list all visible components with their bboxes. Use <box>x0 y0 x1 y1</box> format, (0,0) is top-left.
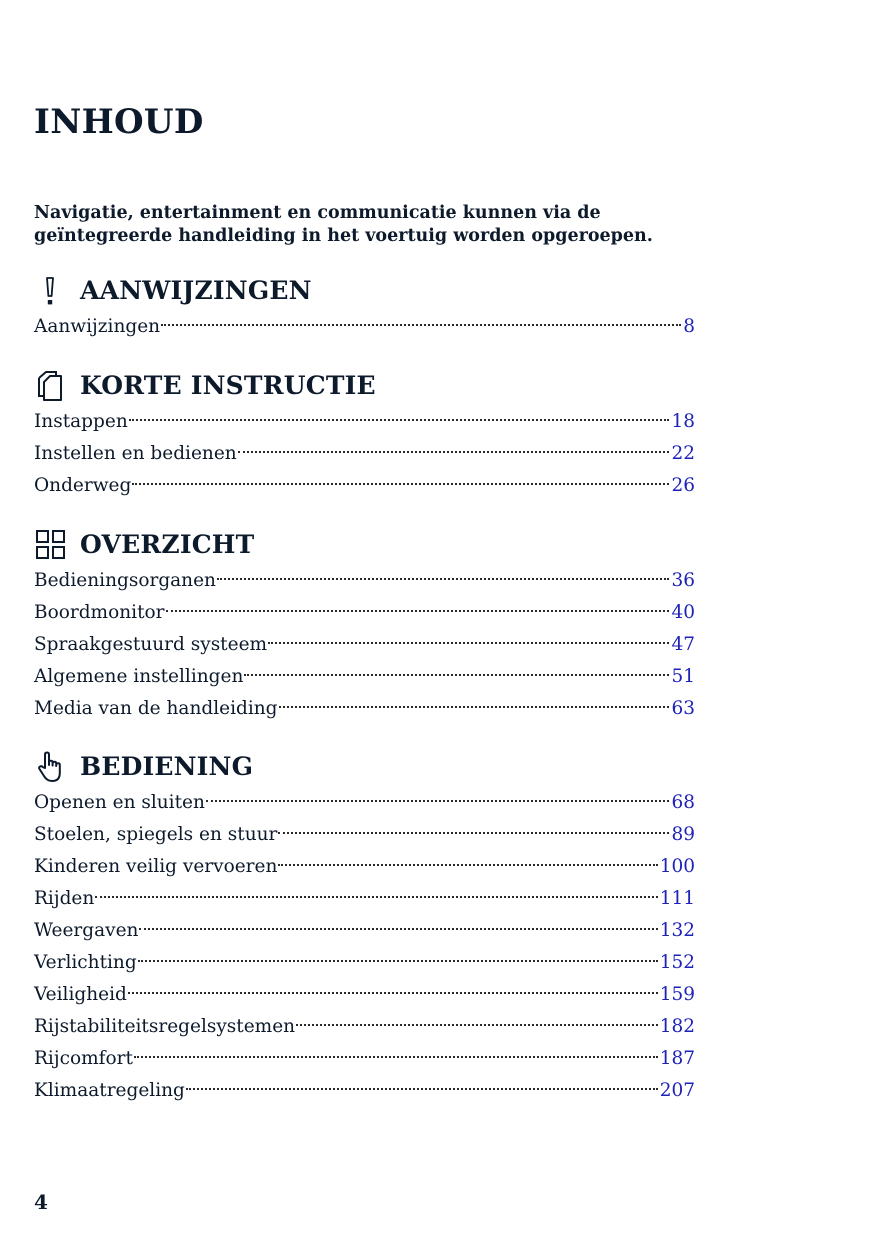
entry-page-link[interactable]: 40 <box>671 602 695 623</box>
toc-entry-onderweg[interactable] <box>34 470 695 502</box>
entry-label: Aanwijzingen <box>34 316 161 337</box>
section-overzicht <box>34 525 695 725</box>
entry-page-link[interactable]: 89 <box>671 824 695 845</box>
page-title: INHOUD <box>34 102 204 142</box>
entry-label: Media van de handleiding <box>34 698 278 719</box>
dot-leader <box>128 992 658 994</box>
dot-leader <box>244 674 669 676</box>
toc-entry-verlichting[interactable] <box>34 947 695 979</box>
entry-page-link[interactable]: 111 <box>659 888 695 909</box>
entry-page-link[interactable]: 132 <box>659 920 695 941</box>
toc-entry-rijstabiliteitsregelsystemen[interactable] <box>34 1011 695 1043</box>
entry-page-link[interactable]: 51 <box>671 666 695 687</box>
toc-entry-weergaven[interactable] <box>34 915 695 947</box>
toc-entry-bedieningsorganen[interactable] <box>34 565 695 597</box>
entry-label: Boordmonitor <box>34 602 165 623</box>
entry-label: Instappen <box>34 411 128 432</box>
entry-page-link[interactable]: 26 <box>671 475 695 496</box>
entry-label: Rijden <box>34 888 95 909</box>
dot-leader <box>139 928 657 930</box>
dot-leader <box>296 1024 658 1026</box>
section-heading <box>34 525 695 565</box>
intro-text: Navigatie, entertainment en communicatie kunnen via de geïntegreerde handleiding in het voertuig worden opgeroepen. <box>34 203 653 246</box>
entry-label: Openen en sluiten <box>34 792 205 813</box>
dot-leader <box>268 642 669 644</box>
entry-page-link[interactable]: 68 <box>671 792 695 813</box>
toc-entry-klimaatregeling[interactable] <box>34 1075 695 1107</box>
entry-page-link[interactable]: 47 <box>671 634 695 655</box>
toc-entry-instappen[interactable] <box>34 406 695 438</box>
entry-label: Kinderen veilig vervoeren <box>34 856 278 877</box>
section-title: BEDIENING <box>80 752 254 781</box>
entry-label: Veiligheid <box>34 984 127 1005</box>
entry-page-link[interactable]: 159 <box>659 984 695 1005</box>
entry-page-link[interactable]: 22 <box>671 443 695 464</box>
section-heading <box>34 271 695 311</box>
toc-entry-instellen-en-bedienen[interactable] <box>34 438 695 470</box>
entry-page-link[interactable]: 8 <box>683 316 695 337</box>
dot-leader <box>278 832 669 834</box>
grid-icon <box>34 528 68 562</box>
dot-leader <box>134 1056 658 1058</box>
entry-label: Rijcomfort <box>34 1048 133 1069</box>
section-bediening <box>34 747 695 1107</box>
entry-label: Bedieningsorganen <box>34 570 216 591</box>
page-number: 4 <box>34 1190 48 1214</box>
toc-entry-kinderen-veilig-vervoeren[interactable] <box>34 851 695 883</box>
dot-leader <box>161 324 681 326</box>
toc-entry-veiligheid[interactable] <box>34 979 695 1011</box>
section-heading <box>34 747 695 787</box>
dot-leader <box>217 578 669 580</box>
section-aanwijzingen <box>34 271 695 343</box>
dot-leader <box>238 451 670 453</box>
toc-entry-rijcomfort[interactable] <box>34 1043 695 1075</box>
toc-entry-openen-en-sluiten[interactable] <box>34 787 695 819</box>
dot-leader <box>132 483 669 485</box>
section-heading <box>34 366 695 406</box>
toc-entry-aanwijzingen[interactable] <box>34 311 695 343</box>
exclamation-icon <box>34 274 68 308</box>
entry-page-link[interactable]: 182 <box>659 1016 695 1037</box>
section-korte-instructie <box>34 366 695 502</box>
toc-entry-media-van-de-handleiding[interactable] <box>34 693 695 725</box>
entry-label: Klimaatregeling <box>34 1080 185 1101</box>
section-title: KORTE INSTRUCTIE <box>80 371 376 400</box>
dot-leader <box>95 896 657 898</box>
dot-leader <box>186 1088 658 1090</box>
entry-page-link[interactable]: 18 <box>671 411 695 432</box>
dot-leader <box>129 419 670 421</box>
toc-entry-stoelen-spiegels-en-stuur[interactable] <box>34 819 695 851</box>
entry-label: Algemene instellingen <box>34 666 244 687</box>
toc-entry-spraakgestuurd-systeem[interactable] <box>34 629 695 661</box>
toc-entry-rijden[interactable] <box>34 883 695 915</box>
dot-leader <box>166 610 670 612</box>
entry-label: Spraakgestuurd systeem <box>34 634 268 655</box>
dot-leader <box>279 706 670 708</box>
entry-page-link[interactable]: 36 <box>671 570 695 591</box>
entry-page-link[interactable]: 100 <box>659 856 695 877</box>
section-title: AANWIJZINGEN <box>80 276 312 305</box>
dot-leader <box>278 864 657 866</box>
entry-label: Instellen en bedienen <box>34 443 237 464</box>
entry-label: Rijstabiliteitsregelsystemen <box>34 1016 296 1037</box>
entry-page-link[interactable]: 207 <box>659 1080 695 1101</box>
hand-pointer-icon <box>34 750 68 784</box>
toc-entry-algemene-instellingen[interactable] <box>34 661 695 693</box>
entry-label: Stoelen, spiegels en stuur <box>34 824 278 845</box>
entry-label: Onderweg <box>34 475 132 496</box>
section-title: OVERZICHT <box>80 530 255 559</box>
entry-label: Verlichting <box>34 952 137 973</box>
dot-leader <box>206 800 670 802</box>
entry-label: Weergaven <box>34 920 139 941</box>
entry-page-link[interactable]: 152 <box>659 952 695 973</box>
toc-entry-boordmonitor[interactable] <box>34 597 695 629</box>
dot-leader <box>138 960 658 962</box>
entry-page-link[interactable]: 187 <box>659 1048 695 1069</box>
pages-icon <box>34 369 68 403</box>
entry-page-link[interactable]: 63 <box>671 698 695 719</box>
